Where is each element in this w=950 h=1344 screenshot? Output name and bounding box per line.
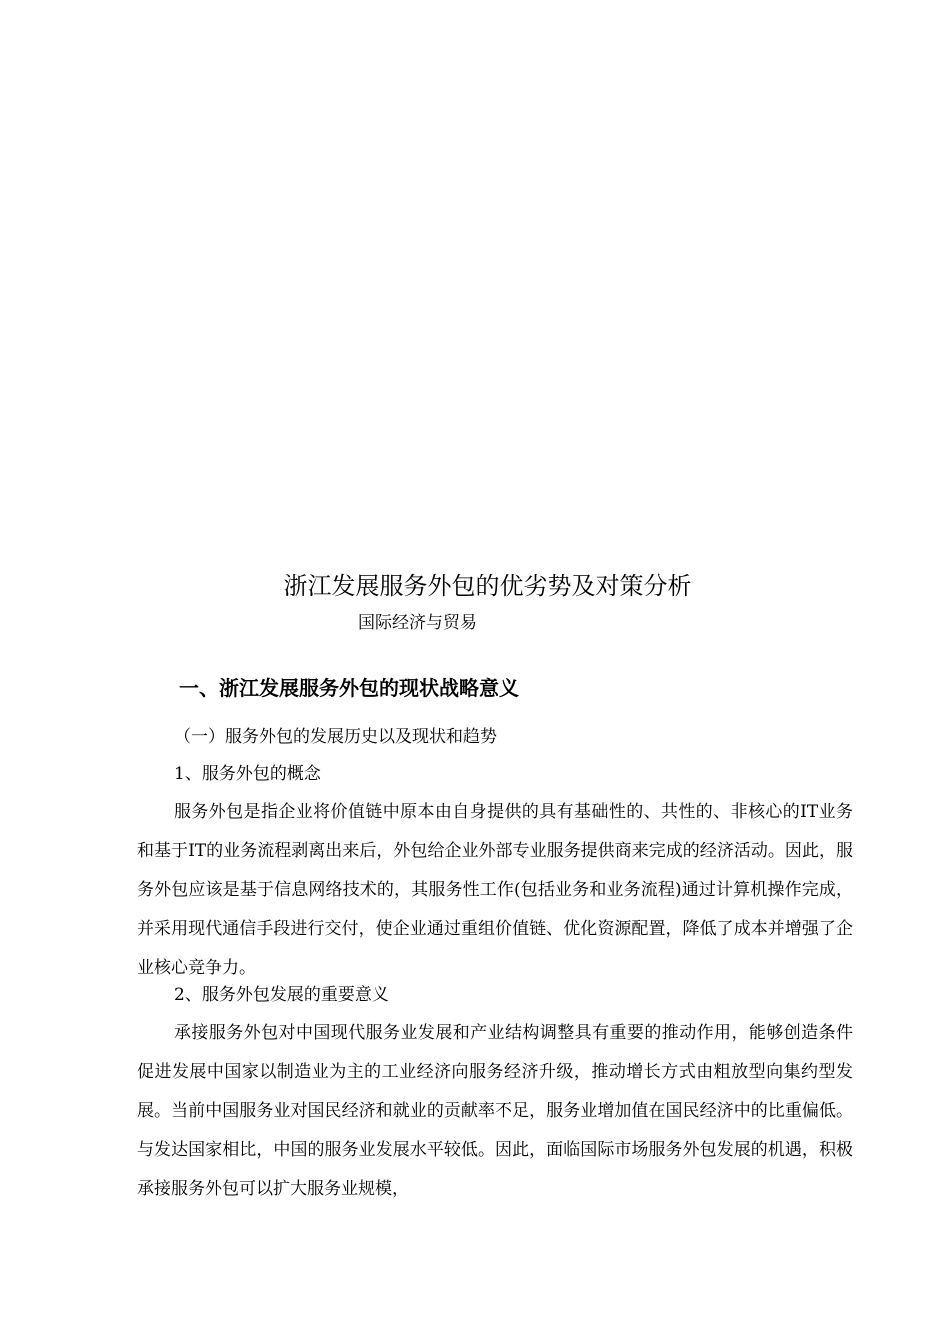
section-heading: 一、浙江发展服务外包的现状战略意义: [179, 676, 519, 700]
item2-heading: 2、服务外包发展的重要意义: [174, 985, 389, 1005]
subsection-heading: （一）服务外包的发展历史以及现状和趋势: [174, 727, 497, 747]
document-title: 浙江发展服务外包的优劣势及对策分析: [283, 572, 692, 600]
item1-heading: 1、服务外包的概念: [174, 764, 321, 784]
document-subtitle: 国际经济与贸易: [358, 613, 477, 633]
item2-paragraph: 承接服务外包对中国现代服务业发展和产业结构调整具有重要的推动作用，能够创造条件促进发展中国家以制造业为主的工业经济向服务经济升级，推动增长方式由粗放型向集约型发展。当前中国服务业对国民经济和就业的贡献率不足，服务业增加值在国民经济中的比重偏低。与发达国家相比，中国的服务业发展水平较低。因此，面临国际市场服务外包发展的机遇，积极承接服务外包可以扩大服务业规模，: [137, 1023, 853, 1199]
item1-paragraph: 服务外包是指企业将价值链中原本由自身提供的具有基础性的、共性的、非核心的IT业务和基于IT的业务流程剥离出来后，外包给企业外部专业服务提供商来完成的经济活动。因此，服务外包应该是基于信息网络技术的，其服务性工作(包括业务和业务流程)通过计算机操作完成，并采用现代通信手段进行交付，使企业通过重组价值链、优化资源配置，降低了成本并增强了企业核心竞争力。: [137, 802, 853, 978]
